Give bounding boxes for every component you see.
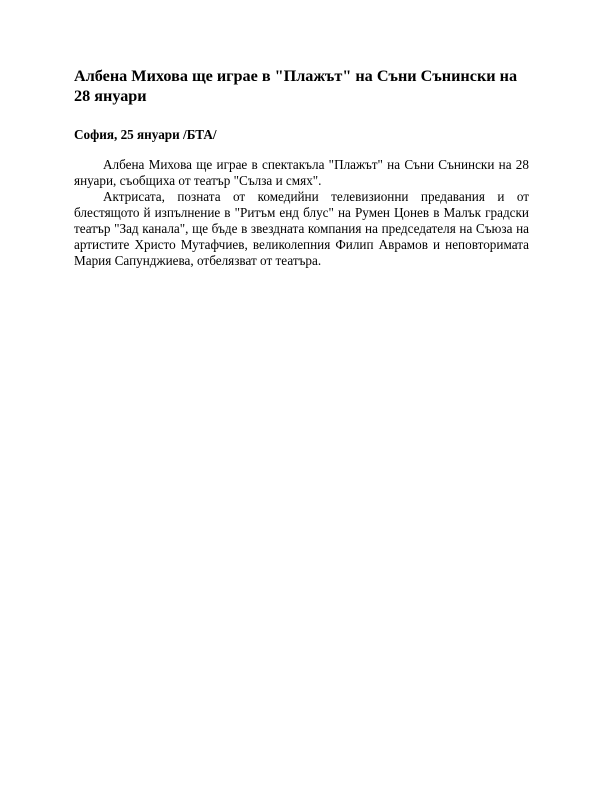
article-body [74,157,529,269]
article-headline: Албена Михова ще играе в "Плажът" на Съни Сънински на 28 януари [74,67,518,105]
article-dateline: София, 25 януари /БТА/ [74,127,217,142]
article-paragraph: Албена Михова ще играе в спектакъла "Плажът" на Съни Сънински на 28 януари, съобщиха от театър "Сълза и смях". [74,157,529,188]
article-paragraph: Актрисата, позната от комедийни телевизионни предавания и от блестящото й изпълнение в "Ритъм енд блус" на Румен Цонев в Малък градски театър "Зад канала", ще бъде в звездната компания на председателя на Съюза на артистите Христо Мутафчиев, великолепния Филип Аврамов и неповторимата Мария Сапунджиева, отбелязват от театъра. [74,189,529,268]
